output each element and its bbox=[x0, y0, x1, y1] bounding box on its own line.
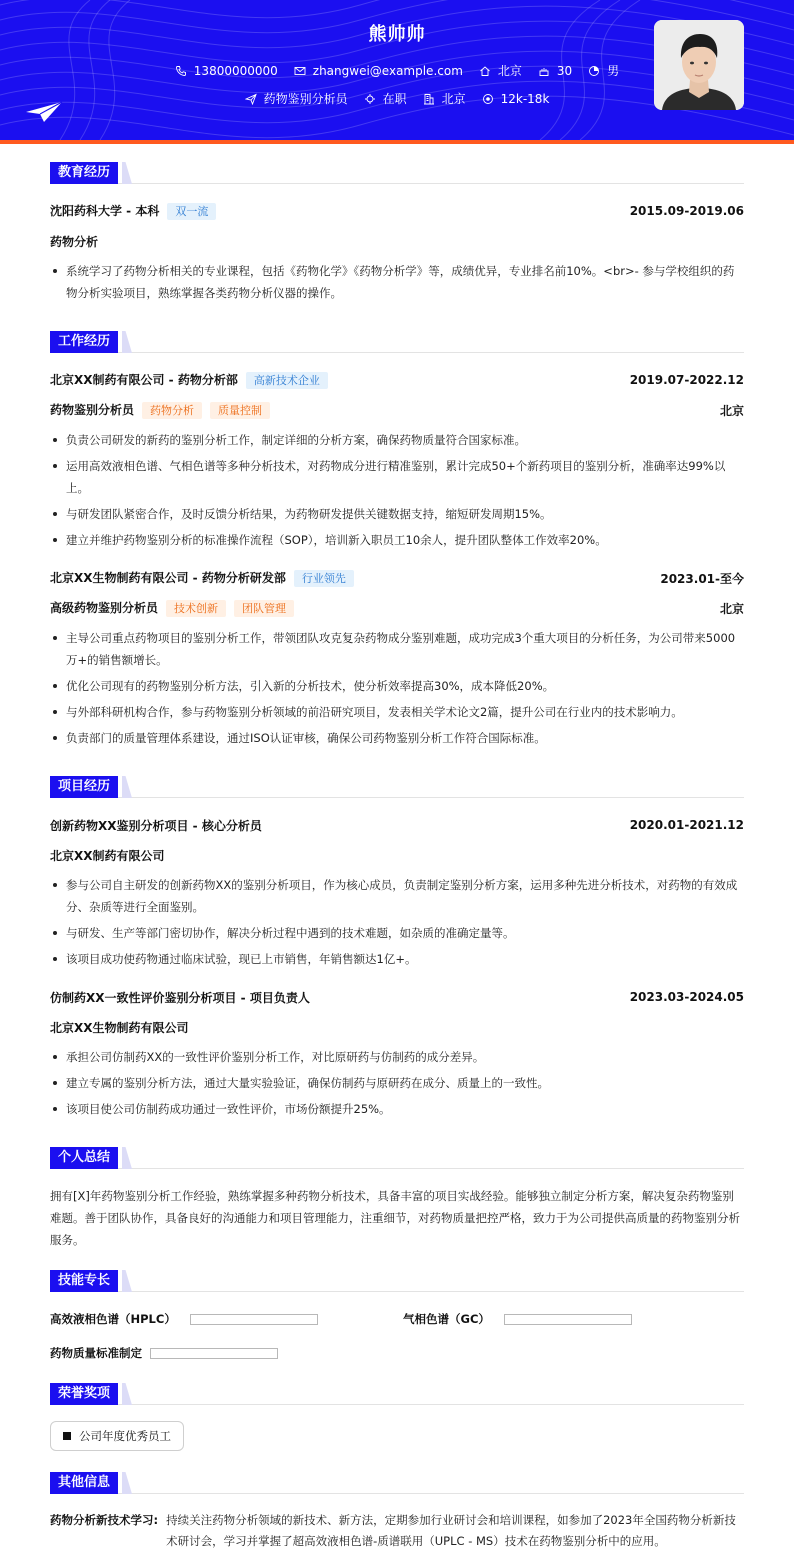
work-bullets bbox=[50, 429, 744, 551]
other-section bbox=[50, 1472, 744, 1552]
work-city: 北京 bbox=[719, 601, 744, 616]
mail-icon bbox=[294, 65, 306, 77]
phone-info bbox=[175, 64, 278, 78]
role-row bbox=[50, 399, 744, 421]
skills-section bbox=[50, 1270, 744, 1380]
school-tag: 双一流 bbox=[167, 203, 216, 220]
skill-name: 气相色谱（GC） bbox=[403, 1312, 490, 1326]
section-title: 项目经历 bbox=[50, 776, 118, 798]
salary-range: 12k-18k bbox=[500, 91, 550, 106]
gender-info bbox=[588, 62, 619, 79]
gender-text: 男 bbox=[607, 64, 620, 78]
age-icon bbox=[538, 65, 550, 77]
list-item: 负责公司研发的新药的鉴别分析工作，制定详细的分析方案，确保药物质量符合国家标准。 bbox=[50, 429, 744, 451]
education-desc-list bbox=[50, 260, 744, 304]
list-item: 负责部门的质量管理体系建设，通过ISO认证审核，确保公司药物鉴别分析工作符合国际标准。 bbox=[50, 727, 744, 749]
target-city-info bbox=[423, 90, 466, 107]
gender-icon bbox=[588, 65, 600, 77]
major: 药物分析 bbox=[50, 234, 99, 249]
home-icon bbox=[479, 65, 491, 77]
section-header bbox=[50, 776, 744, 798]
section-header bbox=[50, 331, 744, 353]
age-info bbox=[538, 64, 572, 78]
target-city: 北京 bbox=[441, 92, 466, 106]
paper-plane-icon bbox=[24, 100, 64, 124]
work-bullets bbox=[50, 627, 744, 749]
role-row bbox=[50, 597, 744, 619]
section-header bbox=[50, 1270, 744, 1292]
project-org-row bbox=[50, 1016, 744, 1038]
list-item: 系统学习了药物分析相关的专业课程，包括《药物化学》《药物分析学》等，成绩优异，专业排名前10%。<br>- 参与学校组织的药物分析实验项目，熟练掌握各类药物分析仪器的操作。 bbox=[50, 260, 744, 304]
list-item: 建立并维护药物鉴别分析的标准操作流程（SOP），培训新入职员工10余人，提升团队整体工作效率20%。 bbox=[50, 529, 744, 551]
list-item: 建立专属的鉴别分析方法，通过大量实验验证，确保仿制药与原研药在成分、质量上的一致性。 bbox=[50, 1072, 744, 1094]
school-name: 沈阳药科大学 - 本科 bbox=[50, 204, 160, 218]
phone-icon bbox=[175, 65, 187, 77]
building-icon bbox=[423, 93, 435, 105]
role-name: 高级药物鉴别分析员 bbox=[50, 601, 159, 615]
section-title: 其他信息 bbox=[50, 1472, 118, 1494]
education-section bbox=[50, 162, 744, 304]
skill-bar bbox=[190, 1314, 318, 1325]
list-item: 承担公司仿制药XX的一致性评价鉴别分析工作，对比原研药与仿制药的成分差异。 bbox=[50, 1046, 744, 1068]
skill-item bbox=[403, 1311, 632, 1327]
skill-item bbox=[50, 1311, 318, 1327]
project-name: 创新药物XX鉴别分析项目 - 核心分析员 bbox=[50, 818, 262, 833]
avatar bbox=[654, 20, 744, 110]
summary-text: 拥有[X]年药物鉴别分析工作经验，熟练掌握多种药物分析技术，具备丰富的项目实战经验。能够独立制定分析方案，解决复杂药物鉴别难题。善于团队协作，具备良好的沟通能力和项目管理能力，注重细节，对药物质量把控严格，致力于为公司提供高质量的药物鉴别分析服务。 bbox=[50, 1189, 740, 1247]
status-info bbox=[364, 90, 407, 107]
city-info bbox=[479, 62, 522, 79]
project-org: 北京XX制药有限公司 bbox=[50, 848, 165, 863]
age-text: 30 bbox=[556, 63, 573, 78]
award-item bbox=[50, 1421, 184, 1451]
project-date: 2023.03-2024.05 bbox=[629, 990, 744, 1004]
section-header bbox=[50, 162, 744, 184]
major-row bbox=[50, 230, 744, 252]
list-item: 与外部科研机构合作，参与药物鉴别分析领域的前沿研究项目，发表相关学术论文2篇，提升公司在行业内的技术影响力。 bbox=[50, 701, 744, 723]
section-title: 工作经历 bbox=[50, 331, 118, 353]
list-item: 参与公司自主研发的创新药物XX的鉴别分析项目，作为核心成员，负责制定鉴别分析方案，运用多种先进分析技术，对药物的有效成分、杂质等进行全面鉴别。 bbox=[50, 874, 744, 918]
list-item: 优化公司现有的药物鉴别分析方法，引入新的分析技术，使分析效率提高30%，成本降低20%。 bbox=[50, 675, 744, 697]
salary-info bbox=[482, 92, 550, 106]
skill-tag: 技术创新 bbox=[166, 600, 226, 617]
phone-number: 13800000000 bbox=[193, 63, 278, 78]
work-date: 2023.01-至今 bbox=[660, 571, 744, 586]
project-date: 2020.01-2021.12 bbox=[629, 818, 744, 832]
email-address: zhangwei@example.com bbox=[312, 63, 463, 78]
job-status: 在职 bbox=[382, 92, 407, 106]
list-item: 该项目成功使药物通过临床试验，现已上市销售，年销售额达1亿+。 bbox=[50, 948, 744, 970]
skill-item bbox=[50, 1345, 278, 1361]
work-city: 北京 bbox=[719, 403, 744, 418]
section-header bbox=[50, 1147, 744, 1169]
section-header bbox=[50, 1383, 744, 1405]
section-header bbox=[50, 1472, 744, 1494]
skill-tag: 药物分析 bbox=[142, 402, 202, 419]
send-icon bbox=[245, 93, 257, 105]
section-title: 教育经历 bbox=[50, 162, 118, 184]
list-item: 该项目使公司仿制药成功通过一致性评价，市场份额提升25%。 bbox=[50, 1098, 744, 1120]
list-item: 与研发团队紧密合作，及时反馈分析结果，为药物研发提供关键数据支持，缩短研发周期15%。 bbox=[50, 503, 744, 525]
project-header bbox=[50, 986, 744, 1008]
skill-bar bbox=[150, 1348, 278, 1359]
section-title: 荣誉奖项 bbox=[50, 1383, 118, 1405]
position-info bbox=[245, 90, 348, 107]
work-section bbox=[50, 331, 744, 749]
email-info bbox=[294, 64, 463, 78]
company-tag: 行业领先 bbox=[294, 570, 354, 587]
section-title: 个人总结 bbox=[50, 1147, 118, 1169]
salary-icon bbox=[482, 93, 494, 105]
role-name: 药物鉴别分析员 bbox=[50, 403, 135, 417]
company-name: 北京XX制药有限公司 - 药物分析部 bbox=[50, 373, 238, 387]
project-header bbox=[50, 814, 744, 836]
skill-name: 药物质量标准制定 bbox=[50, 1346, 142, 1360]
project-org: 北京XX生物制药有限公司 bbox=[50, 1020, 189, 1035]
resume-header bbox=[0, 0, 794, 140]
list-item: 运用高效液相色谱、气相色谱等多种分析技术，对药物成分进行精准鉴别，累计完成50+个新药项目的鉴别分析，准确率达99%以上。 bbox=[50, 455, 744, 499]
project-bullets bbox=[50, 1046, 744, 1120]
candidate-name: 熊帅帅 bbox=[368, 24, 426, 45]
summary-section bbox=[50, 1147, 744, 1251]
section-title: 技能专长 bbox=[50, 1270, 118, 1292]
education-date: 2015.09-2019.06 bbox=[629, 204, 744, 218]
list-item: 主导公司重点药物项目的鉴别分析工作，带领团队攻克复杂药物成分鉴别难题，成功完成3个重大项目的分析任务，为公司带来5000万+的销售额增长。 bbox=[50, 627, 744, 671]
project-section bbox=[50, 776, 744, 1120]
list-item: 与研发、生产等部门密切协作，解决分析过程中遇到的技术难题，如杂质的准确定量等。 bbox=[50, 922, 744, 944]
company-tag: 高新技术企业 bbox=[246, 372, 328, 389]
other-text: 持续关注药物分析领域的新技术、新方法，定期参加行业研讨会和培训课程，如参加了2023年全国药物分析新技术研讨会，学习并掌握了超高效液相色谱-质谱联用（UPLC - MS）技术在药物鉴别分析中的应用。 bbox=[166, 1513, 736, 1548]
company-name: 北京XX生物制药有限公司 - 药物分析研发部 bbox=[50, 571, 286, 585]
work-date: 2019.07-2022.12 bbox=[629, 373, 744, 387]
square-bullet-icon bbox=[63, 1432, 71, 1440]
work-header bbox=[50, 567, 744, 589]
awards-section bbox=[50, 1383, 744, 1451]
education-header bbox=[50, 200, 744, 222]
other-info-item bbox=[50, 1510, 744, 1552]
project-name: 仿制药XX一致性评价鉴别分析项目 - 项目负责人 bbox=[50, 990, 310, 1005]
target-position: 药物鉴别分析员 bbox=[263, 92, 348, 106]
project-bullets bbox=[50, 874, 744, 970]
skill-bar bbox=[504, 1314, 632, 1325]
award-name: 公司年度优秀员工 bbox=[79, 1429, 171, 1443]
city-text: 北京 bbox=[497, 64, 522, 78]
skill-name: 高效液相色谱（HPLC） bbox=[50, 1312, 176, 1326]
skill-tag: 质量控制 bbox=[210, 402, 270, 419]
work-header bbox=[50, 369, 744, 391]
status-icon bbox=[364, 93, 376, 105]
project-org-row bbox=[50, 844, 744, 866]
other-label: 药物分析新技术学习: bbox=[50, 1513, 159, 1527]
skill-tag: 团队管理 bbox=[234, 600, 294, 617]
header-accent-line bbox=[0, 140, 794, 144]
